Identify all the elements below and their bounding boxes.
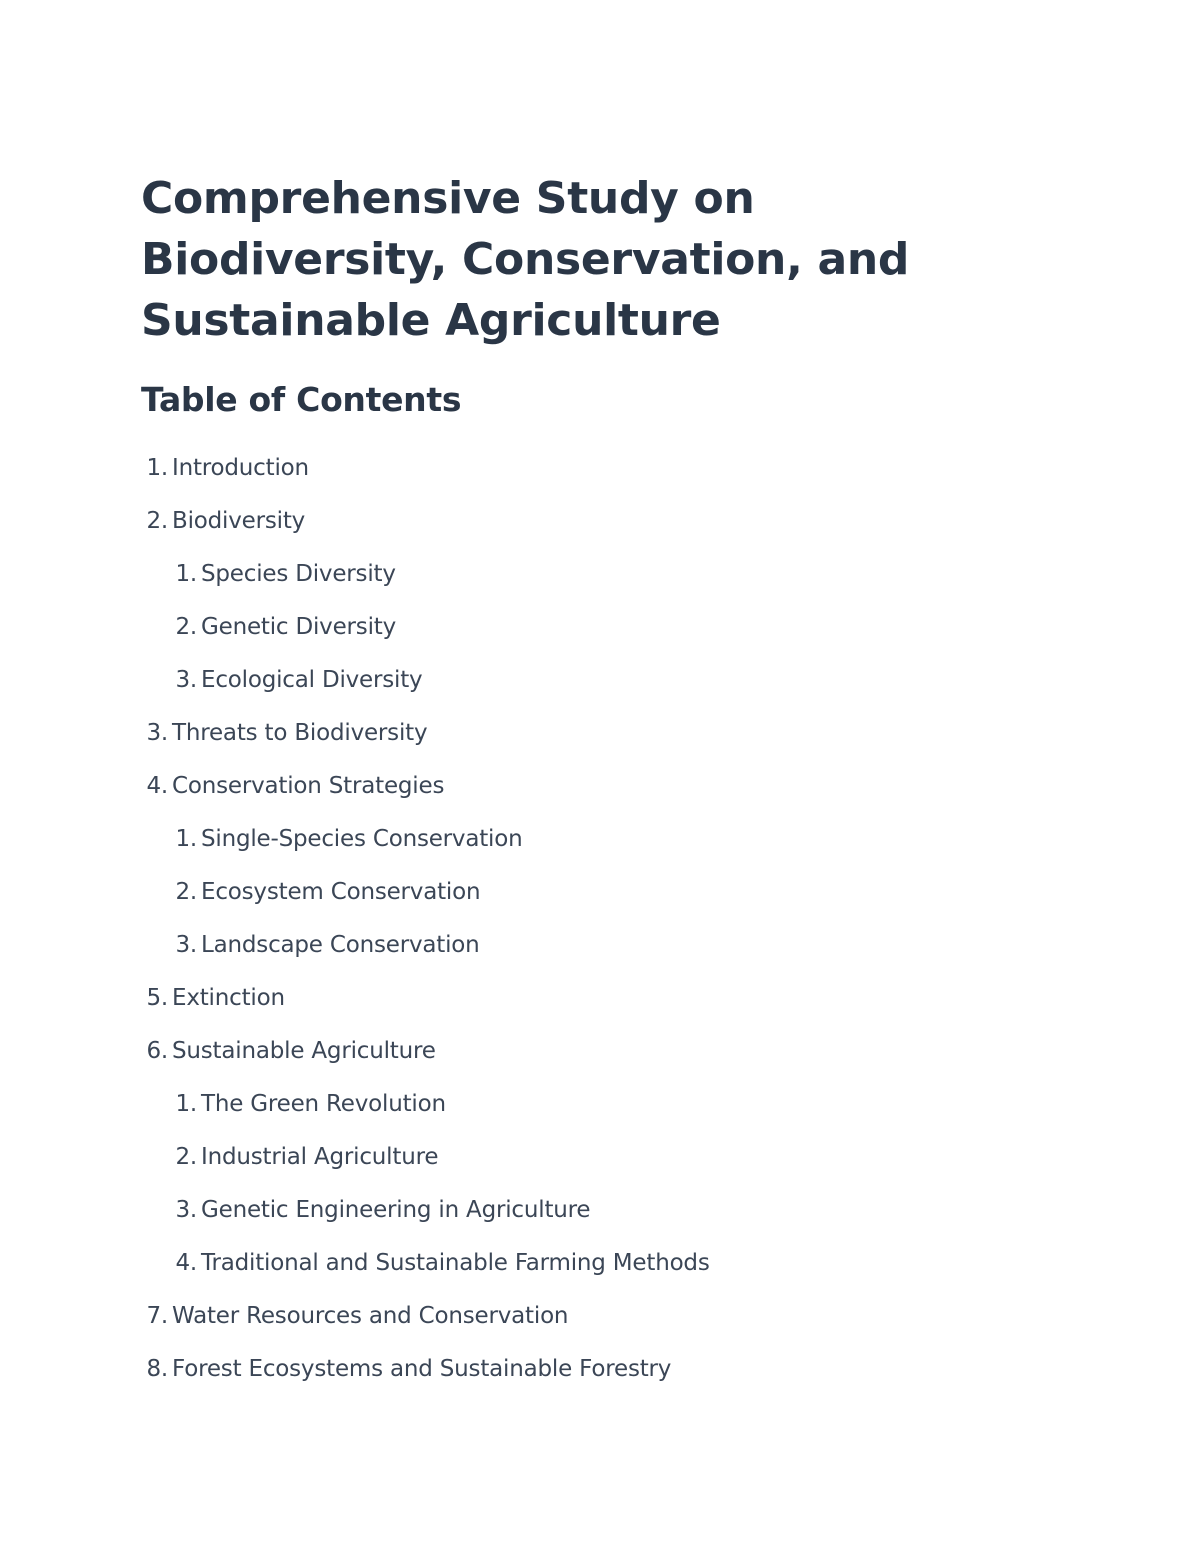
toc-item-number: 1. [175, 826, 197, 852]
toc-item-biodiversity[interactable] [141, 506, 305, 536]
toc-item-industrial-agriculture[interactable] [170, 1142, 438, 1172]
toc-item-label: Landscape Conservation [201, 932, 480, 958]
toc-item-number: 4. [175, 1250, 197, 1276]
toc-item-label: Water Resources and Conservation [172, 1303, 569, 1329]
toc-item-conservation-strategies[interactable] [141, 771, 444, 801]
toc-item-number: 8. [146, 1356, 168, 1382]
toc-item-label: Threats to Biodiversity [172, 720, 428, 746]
toc-item-number: 2. [175, 879, 197, 905]
toc-item-label: Introduction [172, 455, 309, 481]
toc-item-number: 7. [146, 1303, 168, 1329]
toc-item-ecological-diversity[interactable] [170, 665, 422, 695]
toc-item-number: 1. [146, 455, 168, 481]
toc-item-label: Forest Ecosystems and Sustainable Forestry [172, 1356, 672, 1382]
toc-item-number: 1. [175, 1091, 197, 1117]
toc-item-label: Species Diversity [201, 561, 396, 587]
toc-item-label: Ecological Diversity [201, 667, 423, 693]
toc-item-sustainable-agriculture[interactable] [141, 1036, 436, 1066]
toc-item-label: Industrial Agriculture [201, 1144, 439, 1170]
toc-item-number: 2. [146, 508, 168, 534]
toc-item-label: Genetic Engineering in Agriculture [201, 1197, 591, 1223]
toc-item-label: The Green Revolution [201, 1091, 446, 1117]
toc-item-forest-ecosystems[interactable] [141, 1354, 671, 1384]
toc-item-number: 3. [146, 720, 168, 746]
toc-item-number: 3. [175, 1197, 197, 1223]
toc-item-introduction[interactable] [141, 453, 309, 483]
toc-item-number: 1. [175, 561, 197, 587]
toc-item-landscape-conservation[interactable] [170, 930, 480, 960]
toc-item-number: 6. [146, 1038, 168, 1064]
toc-item-label: Ecosystem Conservation [201, 879, 481, 905]
toc-item-number: 2. [175, 614, 197, 640]
toc-item-label: Extinction [172, 985, 285, 1011]
toc-item-species-diversity[interactable] [170, 559, 396, 589]
toc-item-label: Conservation Strategies [172, 773, 445, 799]
toc-item-genetic-engineering[interactable] [170, 1195, 590, 1225]
toc-item-number: 4. [146, 773, 168, 799]
toc-item-ecosystem-conservation[interactable] [170, 877, 480, 907]
toc-item-single-species-conservation[interactable] [170, 824, 523, 854]
toc-item-traditional-farming[interactable] [170, 1248, 710, 1278]
toc-item-label: Traditional and Sustainable Farming Methods [201, 1250, 710, 1276]
toc-item-label: Single-Species Conservation [201, 826, 523, 852]
toc-item-number: 3. [175, 932, 197, 958]
toc-item-green-revolution[interactable] [170, 1089, 446, 1119]
toc-item-label: Genetic Diversity [201, 614, 396, 640]
toc-heading: Table of Contents [141, 380, 462, 419]
toc-item-label: Sustainable Agriculture [172, 1038, 436, 1064]
toc-item-number: 3. [175, 667, 197, 693]
toc-item-number: 5. [146, 985, 168, 1011]
toc-item-number: 2. [175, 1144, 197, 1170]
toc-item-genetic-diversity[interactable] [170, 612, 396, 642]
document-title: Comprehensive Study on Biodiversity, Conservation, and Sustainable Agriculture [141, 173, 910, 346]
toc-item-label: Biodiversity [172, 508, 306, 534]
toc-item-water-resources[interactable] [141, 1301, 568, 1331]
toc-item-extinction[interactable] [141, 983, 285, 1013]
toc-item-threats-to-biodiversity[interactable] [141, 718, 427, 748]
